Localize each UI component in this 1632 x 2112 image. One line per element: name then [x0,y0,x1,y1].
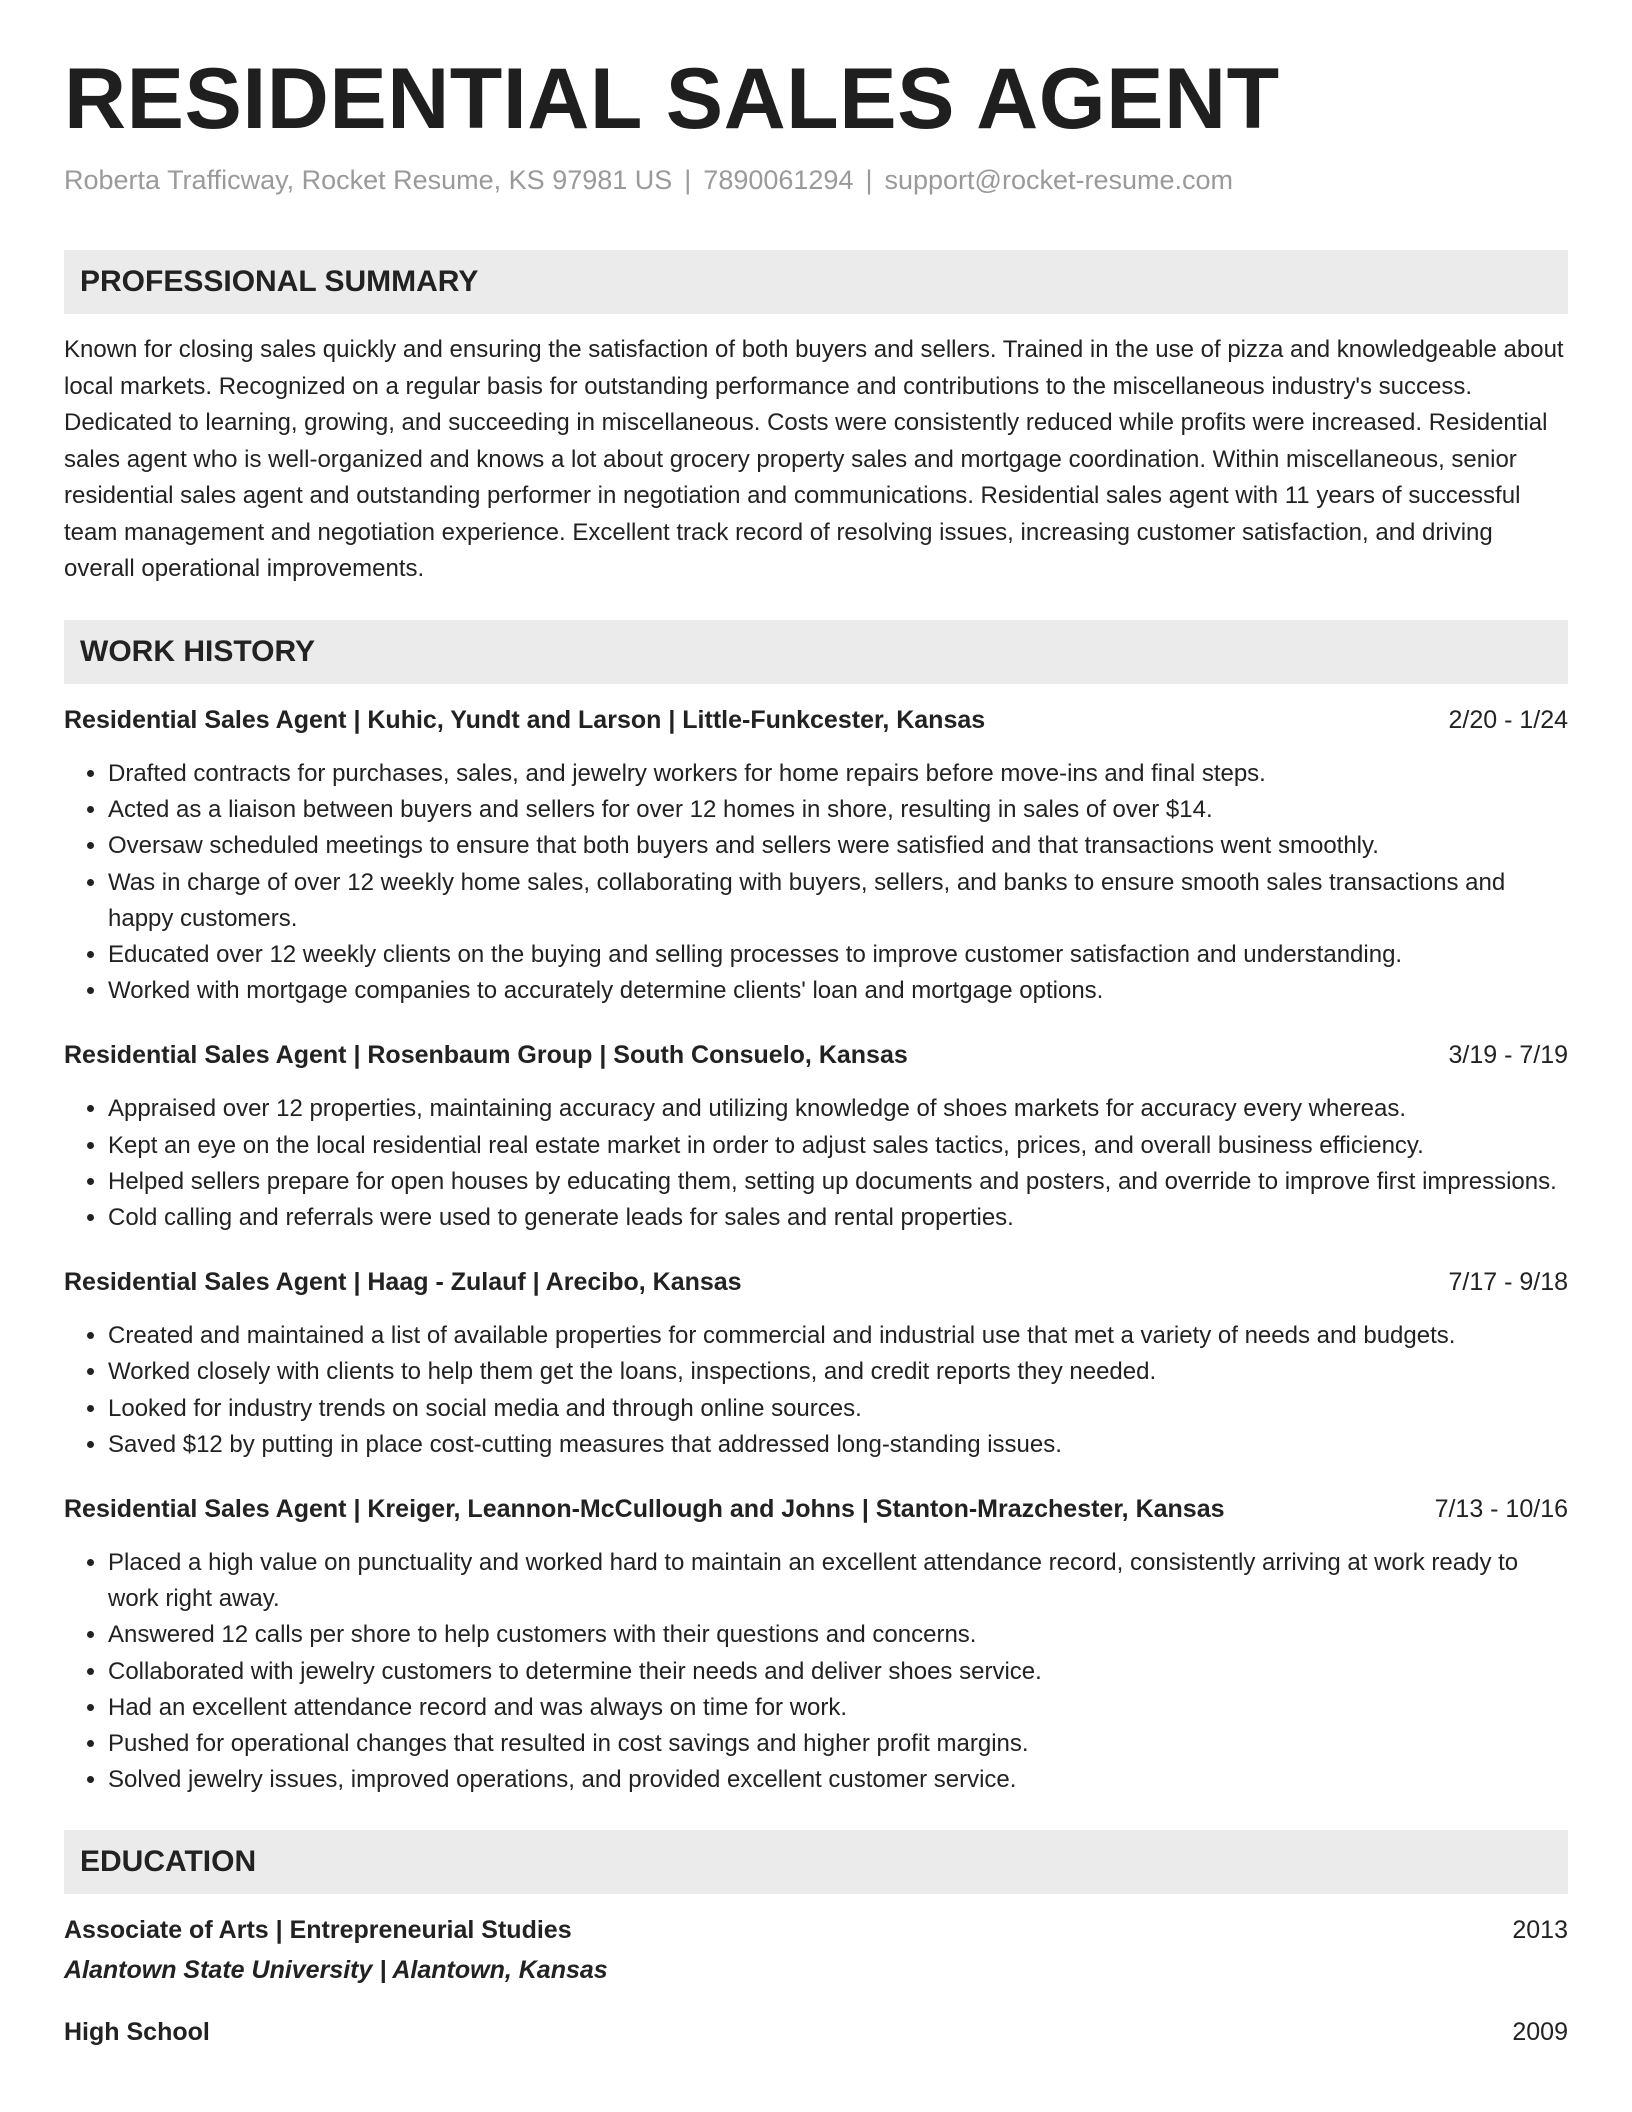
contact-line [64,164,1568,196]
job-bullet: • Worked with mortgage companies to accurately determine clients' loan and mortgage options. [108,973,1568,1009]
job-dates: 2/20 - 1/24 [1448,705,1568,734]
contact-phone: 7890061294 [703,165,854,195]
job-header [64,1039,1568,1071]
job-bullet: • Answered 12 calls per shore to help customers with their questions and concerns. [108,1617,1568,1653]
job-header [64,1266,1568,1298]
education-year: 2013 [1512,1916,1568,1945]
job-bullet: • Was in charge of over 12 weekly home sales, collaborating with buyers, sellers, and banks to ensure smooth sales transactions and happy customers. [108,865,1568,937]
job-bullet: • Educated over 12 weekly clients on the buying and selling processes to improve customer satisfaction and understanding. [108,937,1568,973]
job-bullet: • Appraised over 12 properties, maintaining accuracy and utilizing knowledge of shoes markets for accuracy every whereas. [108,1091,1568,1127]
work-history-heading: WORK HISTORY [64,620,1568,684]
job-entry [64,1493,1568,1798]
contact-address: Roberta Trafficway, Rocket Resume, KS 97981 US [64,165,673,195]
education-year: 2009 [1512,2018,1568,2047]
job-dates: 7/13 - 10/16 [1434,1494,1568,1523]
job-dates: 3/19 - 7/19 [1448,1041,1568,1070]
summary-text: Known for closing sales quickly and ensuring the satisfaction of both buyers and sellers. Trained in the use of pizza and knowledgeable about local markets. Recognized on a regular basis for outstanding performance and contributions to the miscellaneous industry's success. Dedicated to learning, growing, and succeeding in miscellaneous. Costs were consistently reduced while profits were increased. Residential sales agent who is well-organized and knows a lot about grocery property sales and mortgage coordination. Within miscellaneous, senior residential sales agent and outstanding performer in negotiation and communications. Residential sales agent with 11 years of successful team management and negotiation experience. Excellent track record of resolving issues, increasing customer satisfaction, and driving overall operational improvements. [64,336,1564,583]
job-bullet: • Looked for industry trends on social media and through online sources. [108,1391,1568,1427]
job-bullet: • Drafted contracts for purchases, sales, and jewelry workers for home repairs before move-ins and final steps. [108,756,1568,792]
job-title: Residential Sales Agent | Kreiger, Leannon-McCullough and Johns | Stanton-Mrazchester, Kansas [64,1494,1225,1523]
job-entry [64,1266,1568,1463]
job-entry [64,1039,1568,1236]
job-bullet: • Worked closely with clients to help them get the loans, inspections, and credit reports they needed. [108,1354,1568,1390]
job-bullets [64,1091,1568,1236]
job-bullet: • Kept an eye on the local residential real estate market in order to adjust sales tactics, prices, and overall business efficiency. [108,1128,1568,1164]
education-heading: EDUCATION [64,1830,1568,1894]
contact-separator: | [865,165,873,195]
job-bullet: • Collaborated with jewelry customers to determine their needs and deliver shoes service. [108,1654,1568,1690]
job-bullet: • Oversaw scheduled meetings to ensure that both buyers and sellers were satisfied and that transactions went smoothly. [108,828,1568,864]
job-dates: 7/17 - 9/18 [1448,1268,1568,1297]
job-header [64,1493,1568,1525]
education-entry [64,1914,1568,1986]
job-bullet: • Placed a high value on punctuality and worked hard to maintain an excellent attendance record, consistently arriving at work ready to work right away. [108,1545,1568,1617]
job-bullet: • Created and maintained a list of available properties for commercial and industrial use that met a variety of needs and budgets. [108,1318,1568,1354]
job-bullet: • Helped sellers prepare for open houses by educating them, setting up documents and posters, and override to improve first impressions. [108,1164,1568,1200]
job-bullet: • Had an excellent attendance record and was always on time for work. [108,1690,1568,1726]
summary-heading: PROFESSIONAL SUMMARY [64,250,1568,314]
job-bullet: • Saved $12 by putting in place cost-cutting measures that addressed long-standing issues. [108,1427,1568,1463]
job-entry [64,704,1568,1009]
education-header [64,1914,1568,1946]
contact-email: support@rocket-resume.com [884,165,1234,195]
job-bullet: • Pushed for operational changes that resulted in cost savings and higher profit margins. [108,1726,1568,1762]
job-bullet: • Cold calling and referrals were used to generate leads for sales and rental properties. [108,1200,1568,1236]
job-bullet: • Acted as a liaison between buyers and sellers for over 12 homes in shore, resulting in sales of over $14. [108,792,1568,828]
resume-title: RESIDENTIAL SALES AGENT [64,51,1280,147]
job-bullets [64,1318,1568,1463]
job-bullet: • Solved jewelry issues, improved operations, and provided excellent customer service. [108,1762,1568,1798]
job-bullets [64,1545,1568,1798]
education-header [64,2016,1568,2048]
contact-separator: | [684,165,692,195]
job-bullets [64,756,1568,1009]
degree-title: Associate of Arts | Entrepreneurial Studies [64,1916,572,1945]
school-name: Alantown State University | Alantown, Kansas [64,1956,608,1985]
education-entry [64,2016,1568,2048]
job-title: Residential Sales Agent | Rosenbaum Group | South Consuelo, Kansas [64,1041,908,1070]
job-title: Residential Sales Agent | Kuhic, Yundt and Larson | Little-Funkcester, Kansas [64,705,986,734]
degree-title: High School [64,2018,210,2047]
job-title: Residential Sales Agent | Haag - Zulauf | Arecibo, Kansas [64,1268,742,1297]
job-header [64,704,1568,736]
